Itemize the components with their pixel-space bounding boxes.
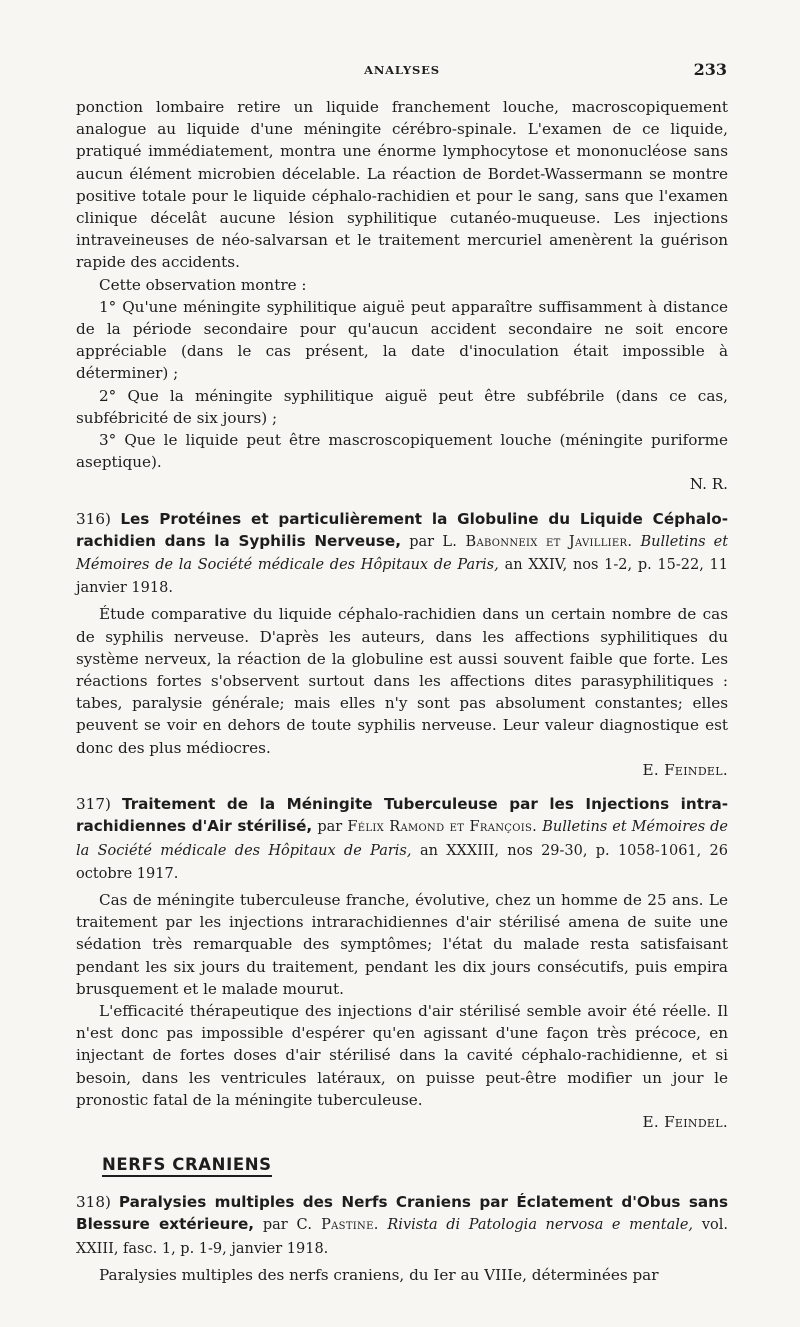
entry-journal: Rivista di Patologia nervosa e mentale, xyxy=(387,1217,694,1234)
entry-authors: L. Babonneix et Javillier. xyxy=(442,533,633,550)
signature: N. R. xyxy=(689,475,728,494)
entry-title: Les Protéines et particulièrement la Globuline du Liquide Céphalo-rachidien dans la Syphilis Nerveuse, xyxy=(76,509,729,550)
entry-heading xyxy=(76,508,728,600)
page-body xyxy=(76,96,728,1286)
abstract-entry xyxy=(76,793,728,1133)
running-title: ANALYSES xyxy=(364,63,440,77)
entry-by: par xyxy=(262,1217,288,1234)
entry-number: 316) xyxy=(76,509,111,528)
entry-heading xyxy=(76,1191,728,1260)
entry-number: 318) xyxy=(76,1193,111,1212)
entry-reference: vol. XXIII, fasc. 1, p. 1-9, janvier 1918. xyxy=(76,1217,728,1257)
opening-paragraph: ponction lombaire retire un liquide franchement louche, macroscopiquement analogue au liquide d'une méningite cérébro-spinale. L'examen de ce liquide, pratiqué immédiatement, montra une énorme lymphocytose et mononucléose sans aucun élément microbien décelable. La réaction de Bordet-Wassermann se montre positive totale pour le liquide céphalo-rachidien et pour le sang, sans que l'examen clinique décelât aucune lésion syphilitique cutanéo-muqueuse. Les injections intraveineuses de néo-salvarsan et le traitement mercuriel amenèrent la guérison rapide des accidents. xyxy=(76,98,728,272)
conclusion-intro: Cette observation montre : xyxy=(99,275,307,294)
entry-heading xyxy=(76,793,728,885)
entry-number: 317) xyxy=(76,795,111,814)
conclusion-point: 1° Qu'une méningite syphilitique aiguë peut apparaître suffisamment à distance de la période secondaire pour qu'aucun accident secondaire ne soit encore appréciable (dans le cas présent, la date d'inoculation était impossible à déterminer) ; xyxy=(76,297,728,383)
abstract-entry xyxy=(76,508,728,781)
entry-paragraph: Paralysies multiples des nerfs craniens, du Ier au VIIIe, déterminées par xyxy=(99,1265,659,1284)
entry-paragraph: Cas de méningite tuberculeuse franche, évolutive, chez un homme de 25 ans. Le traitement par les injections intrarachidiennes d'air stérilisé amena de suite une sédation très remarquable des symptômes; l'état du malade resta satisfaisant pendant les six jours du traitement, pendant les dix jours consécutifs, puis empira brusquement et le malade mourut. xyxy=(76,890,728,998)
entry-paragraph: Étude comparative du liquide céphalo-rachidien dans un certain nombre de cas de syphilis nerveuse. D'après les auteurs, dans les affections syphilitiques du système nerveux, la réaction de la globuline est aussi souvent faible que forte. Les réactions fortes s'observent surtout dans les affections dites parasyphilitiques : tabes, paralysie générale; mais elles n'y sont pas absolument constantes; elles peuvent se voir en dehors de toute syphilis nerveuse. Leur valeur diagnostique est donc des plus médiocres. xyxy=(76,605,728,757)
entry-authors: Félix Ramond et François. xyxy=(347,819,538,836)
entry-title: Paralysies multiples des Nerfs Craniens par Éclatement d'Obus sans Blessure extérieure, xyxy=(76,1193,729,1234)
entry-authors: C. Pastine. xyxy=(296,1217,379,1234)
page-number: 233 xyxy=(693,60,727,79)
entry-title: Traitement de la Méningite Tuberculeuse par les Injections intra-rachidiennes d'Air stérilisé, xyxy=(76,795,728,836)
entry-journal: Bulletins et Mémoires de la Société médicale des Hôpitaux de Paris, xyxy=(76,533,729,574)
abstract-entry xyxy=(76,1191,728,1286)
entry-journal: Bulletins et Mémoires de la Société médicale des Hôpitaux de Paris, xyxy=(76,819,728,859)
section-heading: NERFS CRANIENS xyxy=(102,1155,272,1177)
signature: E. Feindel. xyxy=(642,760,728,779)
entry-by: par xyxy=(317,819,343,836)
conclusion-point: 2° Que la méningite syphilitique aiguë peut être subfébrile (dans ce cas, subfébricité de six jours) ; xyxy=(76,386,728,427)
entry-paragraph: L'efficacité thérapeutique des injections d'air stérilisé semble avoir été réelle. Il n'est donc pas impossible d'espérer qu'en agissant d'une façon très précoce, en injectant de fortes doses d'air stérilisé dans la cavité céphalo-rachidienne, et si besoin, dans les ventricules latéraux, on puisse peut-être modifier un jour le pronostic fatal de la méningite tuberculeuse. xyxy=(76,1001,728,1109)
entry-reference: an XXXIII, nos 29-30, p. 1058-1061, 26 octobre 1917. xyxy=(76,842,728,882)
conclusion-point: 3° Que le liquide peut être mascroscopiquement louche (méningite puriforme aseptique). xyxy=(76,431,728,472)
running-header xyxy=(77,60,727,82)
signature: E. Feindel. xyxy=(642,1112,728,1131)
entry-reference: an XXIV, nos 1-2, p. 15-22, 11 janvier 1918. xyxy=(76,557,728,597)
entry-by: par xyxy=(409,533,435,550)
